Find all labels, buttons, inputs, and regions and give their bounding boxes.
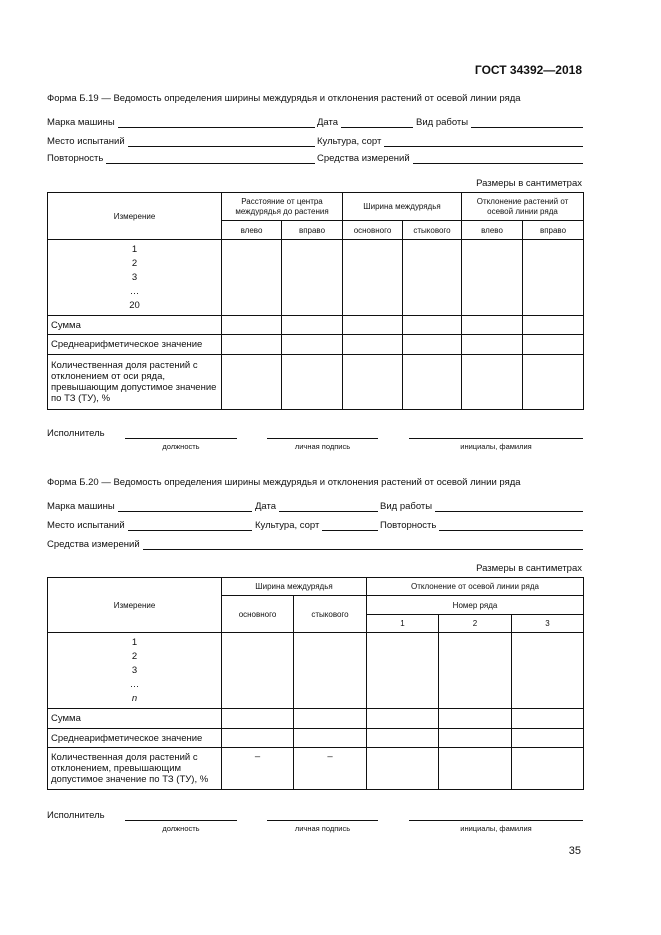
place-label: Место испытаний — [47, 520, 125, 531]
position-line[interactable] — [125, 820, 237, 821]
form20-crop-field[interactable] — [255, 520, 378, 531]
data-cell[interactable] — [462, 316, 523, 335]
data-cell[interactable] — [462, 335, 523, 355]
signature-line[interactable] — [267, 438, 378, 439]
data-cell[interactable] — [512, 729, 584, 748]
measure-header: Измерение — [48, 578, 222, 633]
dash-cell: – — [294, 748, 367, 790]
data-cell[interactable] — [282, 240, 343, 316]
executor-label: Исполнитель — [47, 428, 105, 439]
page-number: 35 — [568, 845, 581, 857]
executor-label: Исполнитель — [47, 810, 105, 821]
form19-work-type-field[interactable] — [416, 117, 583, 128]
form20-work-type-field[interactable] — [380, 501, 583, 512]
position-caption: должность — [162, 824, 200, 833]
form20-title: Форма Б.20 — Ведомость определения ширины междурядья и отклонения растений от осевой линии ряда — [47, 477, 521, 488]
table-row — [48, 335, 584, 355]
data-cell[interactable] — [403, 335, 462, 355]
data-cell[interactable] — [343, 355, 403, 410]
standard-number: ГОСТ 34392—2018 — [474, 63, 582, 77]
row-number-3: 3 — [512, 615, 584, 633]
sum-label: Сумма — [48, 316, 222, 335]
date-label: Дата — [255, 501, 277, 512]
data-cell[interactable] — [367, 709, 439, 729]
data-cell[interactable] — [512, 709, 584, 729]
data-cell[interactable] — [222, 633, 294, 709]
data-cell[interactable] — [343, 240, 403, 316]
instruments-label: Средства измерений — [317, 153, 410, 164]
brand-label: Марка машины — [47, 501, 115, 512]
data-cell[interactable] — [343, 335, 403, 355]
data-cell[interactable] — [403, 316, 462, 335]
data-cell[interactable] — [282, 335, 343, 355]
share-label: Количественная доля растений с отклонением от оси ряда, превышающим допустимое значение по ТЗ (ТУ), % — [48, 355, 222, 410]
data-cell[interactable] — [439, 729, 512, 748]
sub-right: вправо — [282, 221, 343, 240]
data-cell[interactable] — [462, 355, 523, 410]
data-cell[interactable] — [403, 240, 462, 316]
row-width-header: Ширина междурядья — [222, 578, 367, 596]
form19-date-field[interactable] — [317, 117, 413, 128]
form20-units-note: Размеры в сантиметрах — [476, 563, 582, 574]
work-type-label: Вид работы — [416, 117, 469, 128]
data-cell[interactable] — [512, 633, 584, 709]
table-row — [48, 240, 584, 316]
brand-label: Марка машины — [47, 117, 115, 128]
signature-caption: личная подпись — [294, 442, 351, 451]
form19-instruments-field[interactable] — [317, 153, 583, 164]
initials-line[interactable] — [409, 820, 583, 821]
data-cell[interactable] — [222, 729, 294, 748]
form19-crop-field[interactable] — [317, 136, 583, 147]
position-caption: должность — [162, 442, 200, 451]
table-row — [48, 729, 584, 748]
form19-title: Форма Б.19 — Ведомость определения ширины междурядья и отклонения растений от осевой линии ряда — [47, 93, 521, 104]
data-cell[interactable] — [367, 748, 439, 790]
form20-repeat-field[interactable] — [380, 520, 583, 531]
repeat-label: Повторность — [47, 153, 104, 164]
sub-main: основного — [222, 596, 294, 633]
signature-caption: личная подпись — [294, 824, 351, 833]
data-cell[interactable] — [282, 355, 343, 410]
data-cell[interactable] — [523, 355, 584, 410]
data-cell[interactable] — [462, 240, 523, 316]
table-row — [48, 355, 584, 410]
data-cell[interactable] — [523, 316, 584, 335]
initials-caption: инициалы, фамилия — [460, 824, 532, 833]
position-line[interactable] — [125, 438, 237, 439]
place-label: Место испытаний — [47, 136, 125, 147]
crop-label: Культура, сорт — [255, 520, 320, 531]
table-row — [48, 709, 584, 729]
data-cell[interactable] — [222, 709, 294, 729]
row-number-header: Номер ряда — [367, 596, 584, 615]
data-cell[interactable] — [439, 633, 512, 709]
sub-joint: стыкового — [403, 221, 462, 240]
initials-caption: инициалы, фамилия — [460, 442, 532, 451]
data-cell[interactable] — [523, 240, 584, 316]
data-cell[interactable] — [439, 709, 512, 729]
repeat-label: Повторность — [380, 520, 437, 531]
measurement-indices: 1 2 3 … n — [48, 633, 222, 709]
row-width-header: Ширина междурядья — [343, 193, 462, 221]
data-cell[interactable] — [222, 240, 282, 316]
form19-table — [47, 192, 584, 410]
mean-label: Среднеарифметическое значение — [48, 335, 222, 355]
distance-header: Расстояние от центра междурядья до растения — [222, 193, 343, 221]
work-type-label: Вид работы — [380, 501, 433, 512]
data-cell[interactable] — [343, 316, 403, 335]
data-cell[interactable] — [523, 335, 584, 355]
data-cell[interactable] — [367, 633, 439, 709]
data-cell[interactable] — [294, 709, 367, 729]
sub-right: вправо — [523, 221, 584, 240]
sub-left: влево — [462, 221, 523, 240]
sum-label: Сумма — [48, 709, 222, 729]
row-number-1: 1 — [367, 615, 439, 633]
form19-repeat-field[interactable] — [47, 153, 315, 164]
mean-label: Среднеарифметическое значение — [48, 729, 222, 748]
row-number-2: 2 — [439, 615, 512, 633]
instruments-label: Средства измерений — [47, 539, 140, 550]
form19-units-note: Размеры в сантиметрах — [476, 178, 582, 189]
date-label: Дата — [317, 117, 339, 128]
sub-main: основного — [343, 221, 403, 240]
form19-brand-field[interactable] — [47, 117, 315, 128]
share-label: Количественная доля растений с отклонением, превышающим допустимое значение по ТЗ (ТУ), % — [48, 748, 222, 790]
data-cell[interactable] — [439, 748, 512, 790]
measurement-indices: 1 2 3 … 20 — [48, 240, 222, 316]
table-row — [48, 633, 584, 709]
crop-label: Культура, сорт — [317, 136, 382, 147]
deviation-header: Отклонение растений от осевой линии ряда — [462, 193, 584, 221]
table-row — [48, 748, 584, 790]
data-cell[interactable] — [512, 748, 584, 790]
initials-line[interactable] — [409, 438, 583, 439]
data-cell[interactable] — [294, 633, 367, 709]
data-cell[interactable] — [222, 355, 282, 410]
form20-table — [47, 577, 584, 790]
data-cell[interactable] — [222, 335, 282, 355]
data-cell[interactable] — [294, 729, 367, 748]
data-cell[interactable] — [282, 316, 343, 335]
form20-instruments-field[interactable] — [47, 539, 583, 550]
form20-place-field[interactable] — [47, 520, 252, 531]
form19-place-field[interactable] — [47, 136, 315, 147]
form20-brand-field[interactable] — [47, 501, 252, 512]
data-cell[interactable] — [367, 729, 439, 748]
table-row — [48, 316, 584, 335]
sub-left: влево — [222, 221, 282, 240]
dash-cell: – — [222, 748, 294, 790]
signature-line[interactable] — [267, 820, 378, 821]
deviation-header: Отклонение от осевой линии ряда — [367, 578, 584, 596]
measure-header: Измерение — [48, 193, 222, 240]
data-cell[interactable] — [222, 316, 282, 335]
form20-date-field[interactable] — [255, 501, 378, 512]
sub-joint: стыкового — [294, 596, 367, 633]
data-cell[interactable] — [403, 355, 462, 410]
